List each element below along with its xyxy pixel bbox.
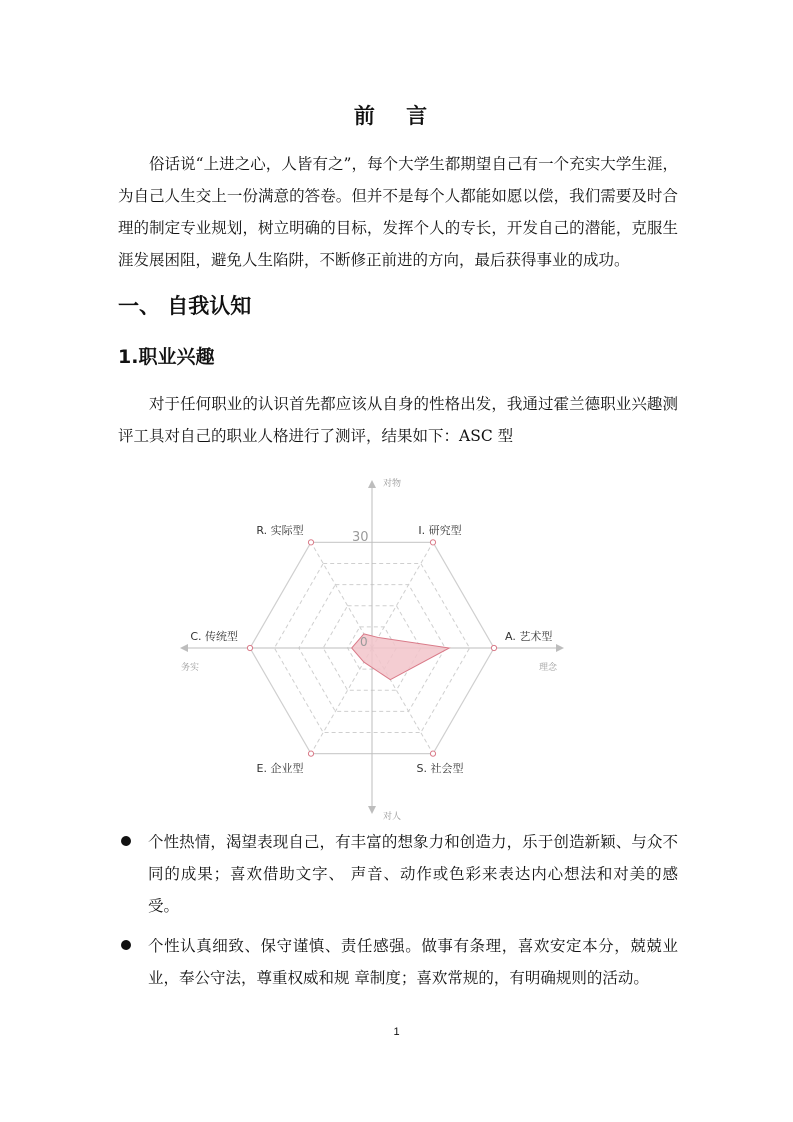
vertex-dot	[308, 751, 313, 756]
arrow-up-icon	[368, 480, 376, 488]
direction-label-right: 理念	[538, 663, 558, 673]
vertex-dot	[247, 645, 252, 650]
page-title: 前 言	[353, 104, 440, 128]
arrow-left-icon	[180, 644, 188, 652]
axis-category-label: I. 研究型	[418, 524, 462, 537]
arrow-down-icon	[368, 806, 376, 814]
vertex-dot	[491, 645, 496, 650]
tick-label-zero: 0	[360, 635, 368, 649]
axis-category-label: E. 企业型	[256, 762, 304, 775]
direction-label-bottom: 对人	[382, 812, 402, 822]
axis-category-label: C. 传统型	[190, 630, 238, 643]
vertex-dot	[430, 751, 435, 756]
bullet-text: 个性认真细致、保守谨慎、责任感强。做事有条理，喜欢安定本分，兢兢业业，奉公守法，尊重权威和规 章制度；喜欢常规的，有明确规则的活动。	[148, 937, 678, 987]
preface-paragraph: 俗话说“上进之心，人皆有之”，每个大学生都期望自己有一个充实大学生涯，为自己人生交上一份满意的答卷。但并不是每个人都能如愿以偿，我们需要及时合理的制定专业规划，树立明确的目标，发挥个人的专长，开发自己的潜能，克服生涯发展困阻，避免人生陷阱，不断修正前进的方向，最后获得事业的成功。	[118, 155, 678, 269]
bullet-dot	[121, 836, 131, 846]
axis-category-label: R. 实际型	[256, 524, 304, 537]
spoke-line	[372, 542, 433, 648]
bullet-item-2	[118, 930, 678, 994]
spoke-line	[311, 542, 372, 648]
arrow-right-icon	[556, 644, 564, 652]
bullet-text: 个性热情，渴望表现自己，有丰富的想象力和创造力，乐于创造新颖、与众不同的成果；喜欢借助文字、 声音、动作或色彩来表达内心想法和对美的感受。	[148, 833, 678, 915]
section-heading-self-awareness: 一、 自我认知	[118, 294, 252, 318]
holland-radar-chart	[170, 470, 590, 825]
page-number: 1	[393, 1026, 400, 1038]
vertex-dot	[308, 540, 313, 545]
subsection-heading-career-interest: 1.职业兴趣	[118, 346, 215, 368]
tick-label-max: 30	[352, 530, 369, 545]
vertex-dot	[430, 540, 435, 545]
bullet-dot	[121, 940, 131, 950]
spoke-line	[311, 648, 372, 754]
axis-category-label: S. 社会型	[416, 762, 464, 775]
bullet-item-1	[118, 826, 678, 922]
career-interest-paragraph: 对于任何职业的认识首先都应该从自身的性格出发，我通过霍兰德职业兴趣测评工具对自己的职业人格进行了测评，结果如下：ASC 型	[118, 395, 678, 445]
direction-label-left: 务实	[180, 663, 200, 673]
direction-label-top: 对物	[382, 479, 402, 489]
axis-category-label: A. 艺术型	[505, 630, 553, 643]
